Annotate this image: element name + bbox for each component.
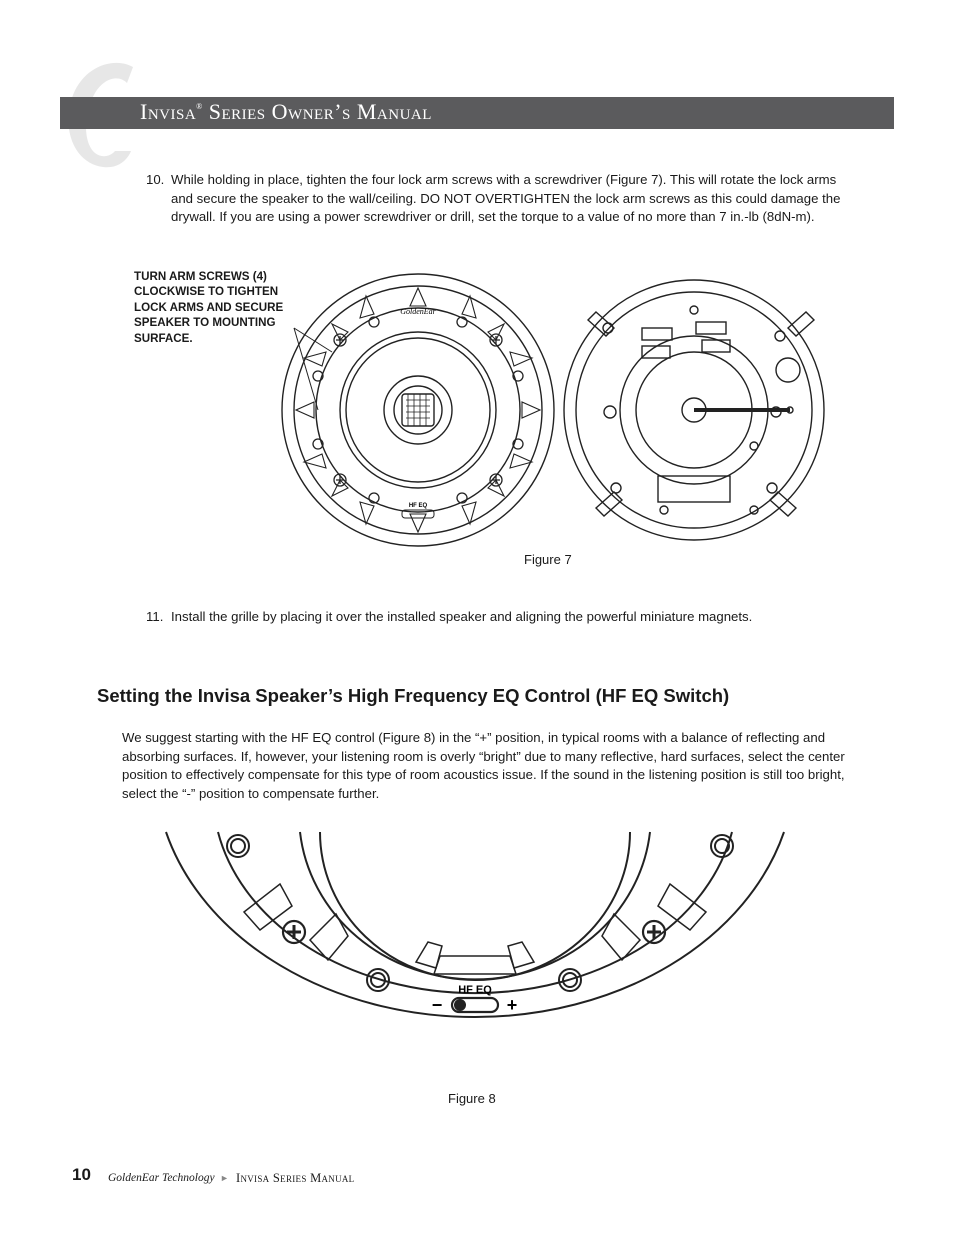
figure8-minus-label: − [431,995,443,1015]
step-text: Install the grille by placing it over the installed speaker and aligning the powerful miniature magnets. [171,609,753,624]
step-number: 10. [146,172,165,187]
svg-text:GoldenEar: GoldenEar [400,307,436,316]
figure8-hf-eq-label: HF EQ [458,984,492,996]
page-number: 10 [72,1165,91,1184]
figure7-speaker-illustration [278,270,838,555]
figure8-hf-eq-closeup [160,822,790,1087]
footer-brand: GoldenEar Technology [108,1172,215,1184]
step-10 [146,171,846,247]
figure7-callout: TURN ARM SCREWS (4) CLOCKWISE TO TIGHTEN LOCK ARMS AND SECURE SPEAKER TO MOUNTING SURFACE. [134,270,284,345]
section-paragraph: We suggest starting with the HF EQ control (Figure 8) in the “+” position, in typical rooms with a balance of reflecting and absorbing surfaces. If, however, your listening room is overly “bright” due to many reflective, hard surfaces, select the center position to effectively compensate for this type of room acoustics issue. If the sound in the listening position is still too bright, select the “-” position to compensate further. [122,730,845,801]
figure7-hf-eq-label: HF EQ [408,503,428,509]
section-heading: Setting the Invisa Speaker’s High Frequency EQ Control (HF EQ Switch) [97,685,730,706]
footer-arrow-icon: ► [220,1173,229,1183]
figure8-plus-label: + [506,995,518,1015]
footer-manual-title: Invisa Series Manual [236,1171,355,1185]
step-11 [146,608,846,628]
step-number: 11. [146,609,164,624]
page-title: Invisa® Series Owner’s Manual [140,99,432,124]
step-text: While holding in place, tighten the four lock arm screws with a screwdriver (Figure 7). This will rotate the lock arms and secure the speaker to the wall/ceiling. DO NOT OVERTIGHTEN the lock arm screws as this could damage the drywall. If you are using a power screwdriver or drill, set the torque to a value of no more than 7 in.-lb (8dN-m). [171,172,841,224]
figure8-caption: Figure 8 [448,1091,496,1106]
figure7-caption: Figure 7 [524,552,572,567]
